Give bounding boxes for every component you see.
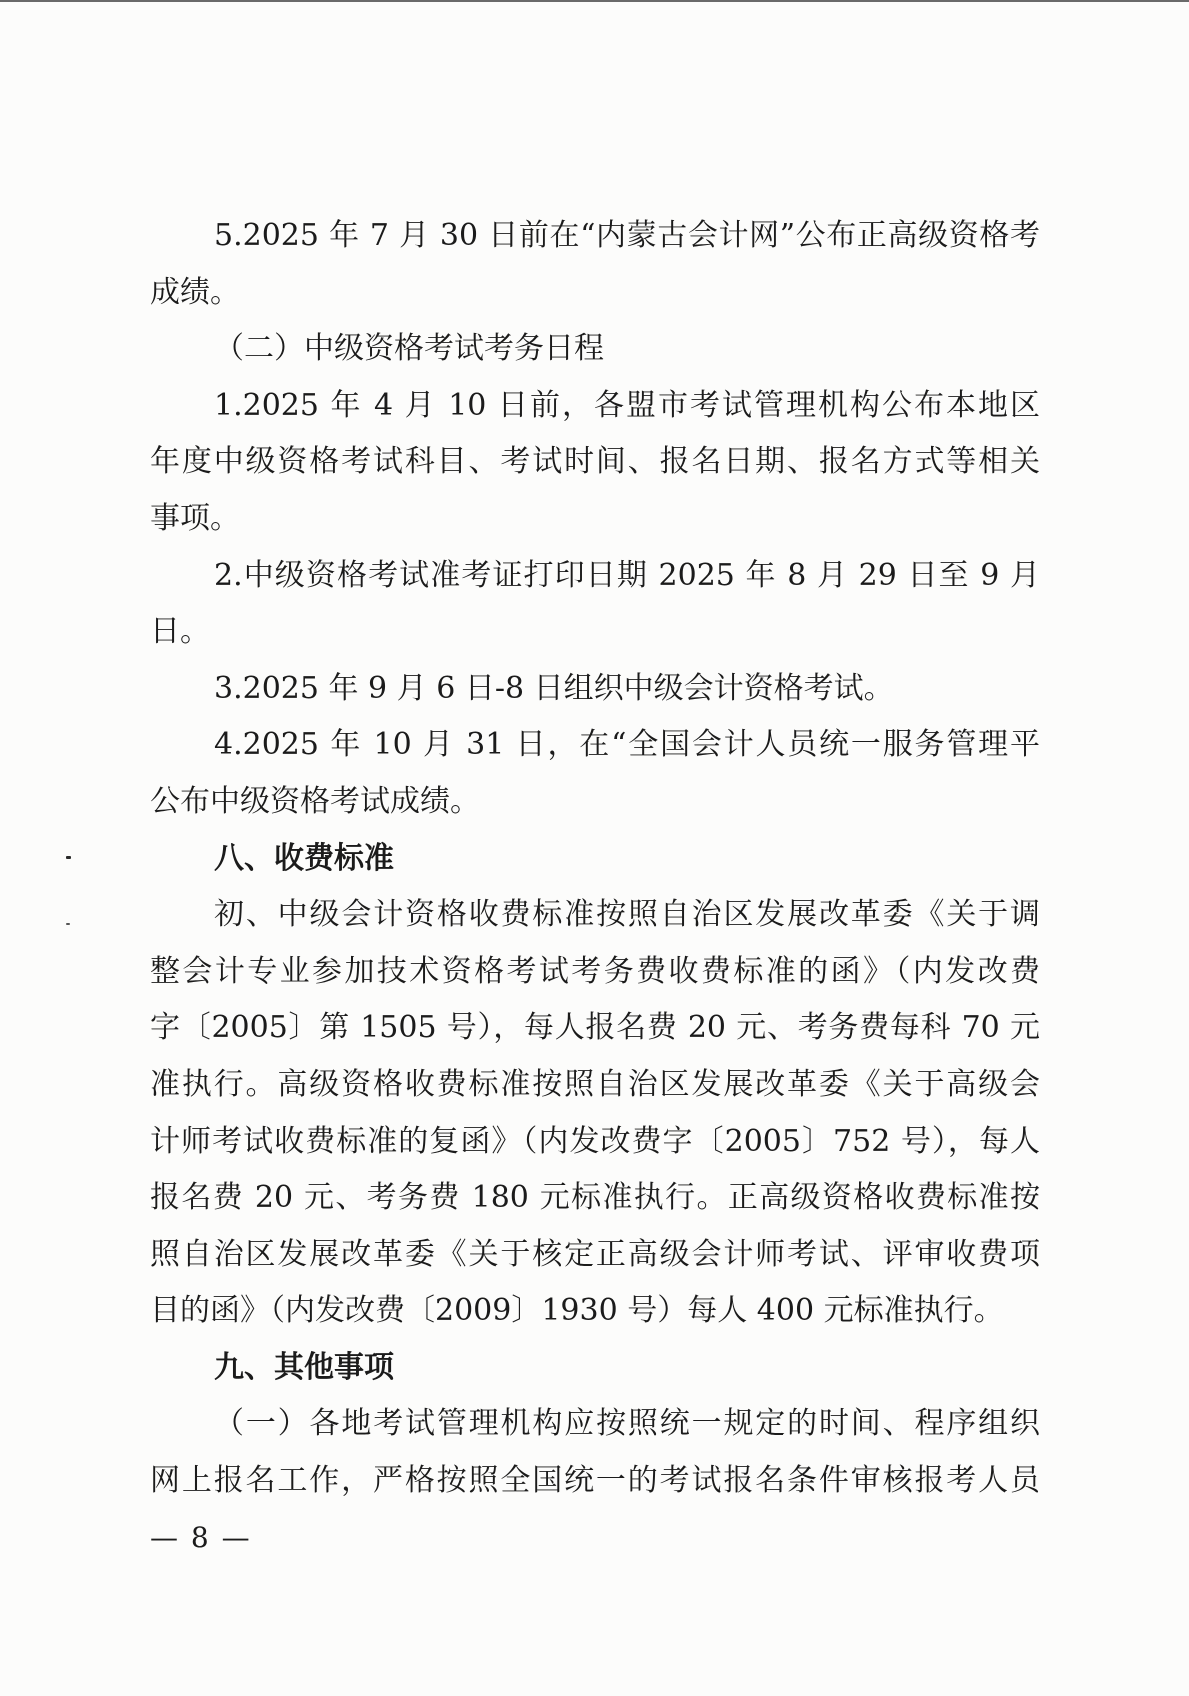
paragraph-line: 目的函》（内发改费〔2009〕1930 号）每人 400 元标准执行。 xyxy=(150,1293,1004,1329)
paragraph-line: 准执行。高级资格收费标准按照自治区发展改革委《关于高级会 xyxy=(150,1066,1040,1102)
paragraph-line: 报名费 20 元、考务费 180 元标准执行。正高级资格收费标准按 xyxy=(150,1180,1040,1216)
paragraph-line: 年度中级资格考试科目、考试时间、报名日期、报名方式等相关 xyxy=(150,444,1040,480)
paragraph-line: 照自治区发展改革委《关于核定正高级会计师考试、评审收费项 xyxy=(150,1236,1040,1272)
section-heading: 八、收费标准 xyxy=(214,840,394,876)
paragraph-line: 5.2025 年 7 月 30 日前在“内蒙古会计网”公布正高级资格考 xyxy=(214,218,1040,253)
paragraph-line: 4.2025 年 10 月 31 日，在“全国会计人员统一服务管理平 xyxy=(214,727,1040,763)
paragraph-line: 3.2025 年 9 月 6 日-8 日组织中级会计资格考试。 xyxy=(214,670,894,706)
paragraph-line: 网上报名工作，严格按照全国统一的考试报名条件审核报考人员 xyxy=(150,1463,1040,1499)
section-heading: 九、其他事项 xyxy=(214,1349,394,1385)
paragraph-line: 日。 xyxy=(150,614,210,650)
paragraph-line: 事项。 xyxy=(150,500,240,536)
paragraph-line: 公布中级资格考试成绩。 xyxy=(150,783,480,819)
body-text xyxy=(150,208,1040,1566)
paragraph-line: 字〔2005〕第 1505 号），每人报名费 20 元、考务费每科 70 元 xyxy=(150,1010,1040,1046)
scan-mark xyxy=(66,856,71,859)
page-number: — 8 — xyxy=(150,1520,252,1554)
paragraph-line: 2.中级资格考试准考证打印日期 2025 年 8 月 29 日至 9 月 xyxy=(214,557,1040,593)
scan-mark xyxy=(66,923,70,925)
scan-edge-line xyxy=(0,0,1189,2)
paragraph-line: 成绩。 xyxy=(150,274,240,310)
paragraph-line: 计师考试收费标准的复函》（内发改费字〔2005〕752 号），每人 xyxy=(150,1123,1040,1159)
paragraph-line: 初、中级会计资格收费标准按照自治区发展改革委《关于调 xyxy=(214,897,1040,933)
paragraph-line: 整会计专业参加技术资格考试考务费收费标准的函》（内发改费 xyxy=(150,953,1040,989)
subsection-heading: （二）中级资格考试考务日程 xyxy=(214,331,604,367)
paragraph-line: （一）各地考试管理机构应按照统一规定的时间、程序组织 xyxy=(214,1406,1040,1442)
paragraph-line: 1.2025 年 4 月 10 日前，各盟市考试管理机构公布本地区 xyxy=(214,387,1040,423)
